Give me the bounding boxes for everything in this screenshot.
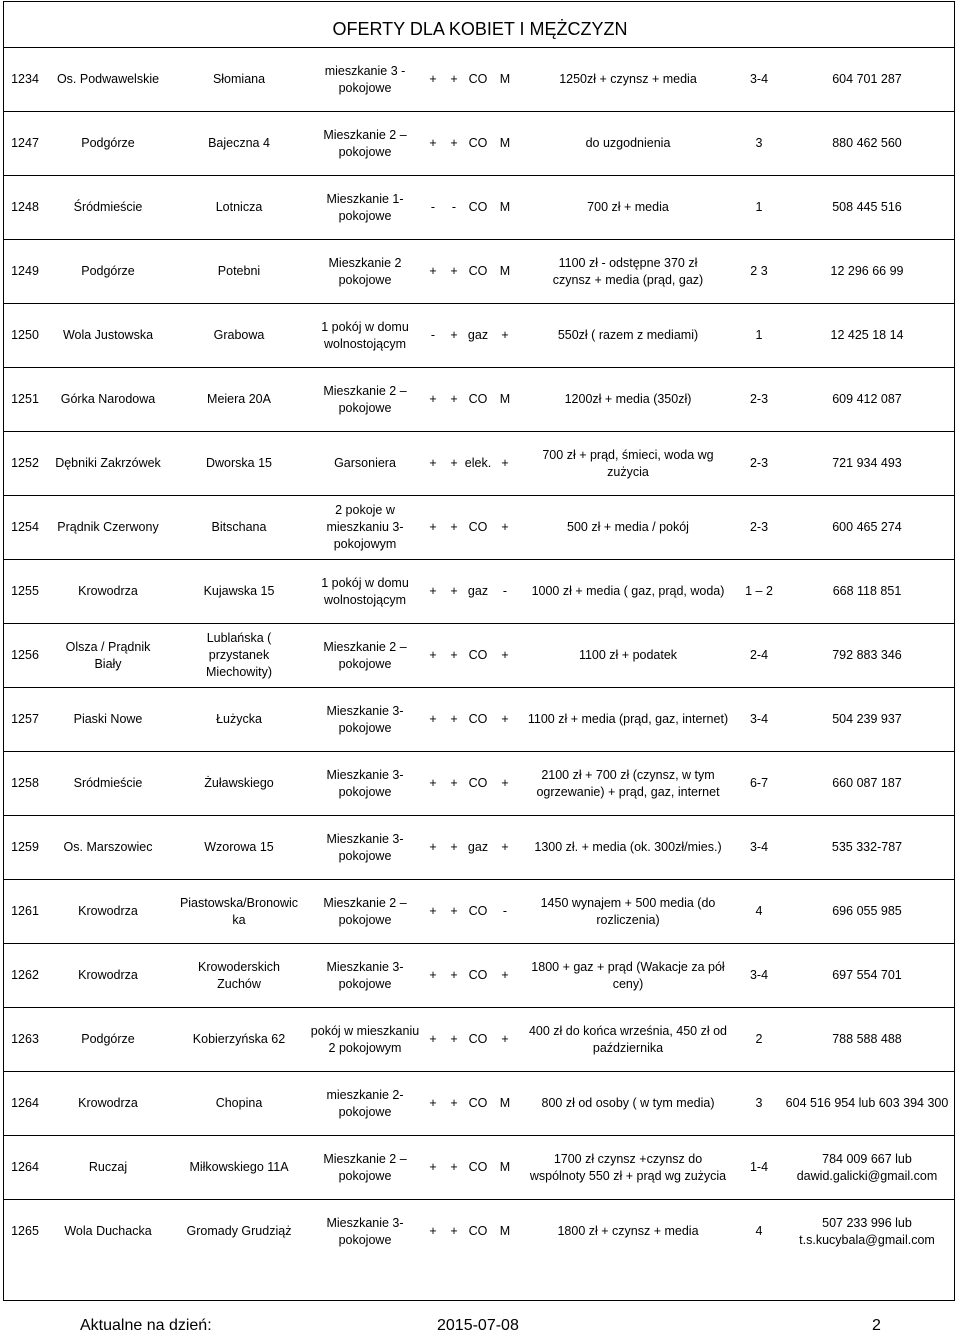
street-cell: Słomiana: [169, 48, 309, 112]
persons-cell: 2-3: [739, 432, 779, 496]
price-cell: 800 zł od osoby ( w tym media): [517, 1072, 739, 1136]
street-cell: Wzorowa 15: [169, 816, 309, 880]
flag-1-cell: +: [421, 880, 445, 944]
street-cell: Dworska 15: [169, 432, 309, 496]
price-cell: 700 zł + media: [517, 176, 739, 240]
contact-cell: 697 554 701: [779, 944, 955, 1008]
heating-cell: CO: [463, 1200, 493, 1264]
furnishing-cell: +: [493, 496, 517, 560]
price-cell: 2100 zł + 700 zł (czynsz, w tym ogrzewanie) + prąd, gaz, internet: [517, 752, 739, 816]
price-cell: 400 zł do końca września, 450 zł od października: [517, 1008, 739, 1072]
flag-1-cell: +: [421, 368, 445, 432]
apartment-type-cell: Mieszkanie 3- pokojowe: [309, 688, 421, 752]
street-cell: Gromady Grudziąż: [169, 1200, 309, 1264]
flag-2-cell: +: [445, 944, 463, 1008]
district-cell: Wola Duchacka: [47, 1200, 169, 1264]
flag-1-cell: +: [421, 944, 445, 1008]
flag-1-cell: +: [421, 752, 445, 816]
persons-cell: 4: [739, 1200, 779, 1264]
contact-cell: 600 465 274: [779, 496, 955, 560]
apartment-type-cell: 1 pokój w domu wolnostojącym: [309, 304, 421, 368]
persons-cell: 1 – 2: [739, 560, 779, 624]
district-cell: Podgórze: [47, 1008, 169, 1072]
district-cell: Piaski Nowe: [47, 688, 169, 752]
furnishing-cell: +: [493, 1008, 517, 1072]
price-cell: 1800 zł + czynsz + media: [517, 1200, 739, 1264]
flag-1-cell: -: [421, 176, 445, 240]
table-row: [3, 1008, 955, 1072]
table-row: [3, 240, 955, 304]
flag-2-cell: +: [445, 880, 463, 944]
persons-cell: 2-3: [739, 368, 779, 432]
price-cell: 1100 zł + podatek: [517, 624, 739, 688]
heating-cell: gaz: [463, 304, 493, 368]
table-row: [3, 752, 955, 816]
district-cell: Prądnik Czerwony: [47, 496, 169, 560]
heating-cell: CO: [463, 880, 493, 944]
furnishing-cell: M: [493, 176, 517, 240]
contact-cell: 784 009 667 lub dawid.galicki@gmail.com: [779, 1136, 955, 1200]
flag-1-cell: +: [421, 432, 445, 496]
heating-cell: CO: [463, 944, 493, 1008]
district-cell: Dębniki Zakrzówek: [47, 432, 169, 496]
flag-1-cell: +: [421, 240, 445, 304]
street-cell: Miłkowskiego 11A: [169, 1136, 309, 1200]
street-cell: Krowoderskich Zuchów: [169, 944, 309, 1008]
street-cell: Kujawska 15: [169, 560, 309, 624]
district-cell: Olsza / Prądnik Biały: [47, 624, 169, 688]
flag-2-cell: +: [445, 368, 463, 432]
furnishing-cell: +: [493, 816, 517, 880]
furnishing-cell: -: [493, 560, 517, 624]
price-cell: 1000 zł + media ( gaz, prąd, woda): [517, 560, 739, 624]
flag-2-cell: -: [445, 176, 463, 240]
apartment-type-cell: Mieszkanie 2 – pokojowe: [309, 880, 421, 944]
persons-cell: 4: [739, 880, 779, 944]
price-cell: 1300 zł. + media (ok. 300zł/mies.): [517, 816, 739, 880]
offers-table: [3, 47, 955, 1264]
table-row: [3, 112, 955, 176]
street-cell: Łużycka: [169, 688, 309, 752]
flag-2-cell: +: [445, 1072, 463, 1136]
heating-cell: CO: [463, 1008, 493, 1072]
price-cell: 1100 zł - odstępne 370 zł czynsz + media (prąd, gaz): [517, 240, 739, 304]
price-cell: 500 zł + media / pokój: [517, 496, 739, 560]
offer-id-cell: 1252: [3, 432, 47, 496]
contact-cell: 668 118 851: [779, 560, 955, 624]
flag-1-cell: +: [421, 1200, 445, 1264]
furnishing-cell: +: [493, 752, 517, 816]
contact-cell: 535 332-787: [779, 816, 955, 880]
page-title: OFERTY DLA KOBIET I MĘŻCZYZN: [332, 19, 628, 39]
heating-cell: gaz: [463, 560, 493, 624]
flag-1-cell: +: [421, 688, 445, 752]
table-row: [3, 688, 955, 752]
flag-2-cell: +: [445, 1200, 463, 1264]
apartment-type-cell: Mieszkanie 2 – pokojowe: [309, 1136, 421, 1200]
flag-1-cell: +: [421, 496, 445, 560]
persons-cell: 6-7: [739, 752, 779, 816]
price-cell: 1700 zł czynsz +czynsz do wspólnoty 550 zł + prąd wg zużycia: [517, 1136, 739, 1200]
contact-cell: 696 055 985: [779, 880, 955, 944]
furnishing-cell: -: [493, 880, 517, 944]
heating-cell: CO: [463, 48, 493, 112]
apartment-type-cell: Mieszkanie 2 pokojowe: [309, 240, 421, 304]
table-row: [3, 880, 955, 944]
heating-cell: CO: [463, 1136, 493, 1200]
flag-2-cell: +: [445, 432, 463, 496]
contact-cell: 604 516 954 lub 603 394 300: [779, 1072, 955, 1136]
flag-1-cell: +: [421, 1136, 445, 1200]
district-cell: Krowodrza: [47, 944, 169, 1008]
offer-id-cell: 1264: [3, 1136, 47, 1200]
district-cell: Górka Narodowa: [47, 368, 169, 432]
offer-id-cell: 1255: [3, 560, 47, 624]
price-cell: 1450 wynajem + 500 media (do rozliczenia): [517, 880, 739, 944]
flag-2-cell: +: [445, 1136, 463, 1200]
flag-2-cell: +: [445, 560, 463, 624]
contact-cell: 508 445 516: [779, 176, 955, 240]
apartment-type-cell: mieszkanie 2- pokojowe: [309, 1072, 421, 1136]
table-row: [3, 368, 955, 432]
flag-2-cell: +: [445, 688, 463, 752]
flag-1-cell: +: [421, 48, 445, 112]
footer-page-number: 2: [872, 1317, 881, 1334]
furnishing-cell: M: [493, 1136, 517, 1200]
district-cell: Wola Justowska: [47, 304, 169, 368]
contact-cell: 604 701 287: [779, 48, 955, 112]
heating-cell: elek.: [463, 432, 493, 496]
apartment-type-cell: Mieszkanie 3- pokojowe: [309, 944, 421, 1008]
offer-id-cell: 1248: [3, 176, 47, 240]
contact-cell: 788 588 488: [779, 1008, 955, 1072]
apartment-type-cell: Mieszkanie 2 – pokojowe: [309, 368, 421, 432]
offer-id-cell: 1265: [3, 1200, 47, 1264]
flag-2-cell: +: [445, 48, 463, 112]
flag-1-cell: +: [421, 112, 445, 176]
heating-cell: gaz: [463, 816, 493, 880]
table-row: [3, 624, 955, 688]
contact-cell: 507 233 996 lub t.s.kucybala@gmail.com: [779, 1200, 955, 1264]
apartment-type-cell: mieszkanie 3 - pokojowe: [309, 48, 421, 112]
furnishing-cell: M: [493, 48, 517, 112]
flag-1-cell: +: [421, 1008, 445, 1072]
price-cell: 1100 zł + media (prąd, gaz, internet): [517, 688, 739, 752]
street-cell: Grabowa: [169, 304, 309, 368]
district-cell: Os. Marszowiec: [47, 816, 169, 880]
furnishing-cell: +: [493, 688, 517, 752]
flag-2-cell: +: [445, 112, 463, 176]
district-cell: Ruczaj: [47, 1136, 169, 1200]
street-cell: Chopina: [169, 1072, 309, 1136]
price-cell: 1200zł + media (350zł): [517, 368, 739, 432]
heating-cell: CO: [463, 688, 493, 752]
price-cell: 700 zł + prąd, śmieci, woda wg zużycia: [517, 432, 739, 496]
persons-cell: 2 3: [739, 240, 779, 304]
contact-cell: 792 883 346: [779, 624, 955, 688]
persons-cell: 3-4: [739, 688, 779, 752]
contact-cell: 504 239 937: [779, 688, 955, 752]
heating-cell: CO: [463, 368, 493, 432]
furnishing-cell: +: [493, 944, 517, 1008]
apartment-type-cell: 2 pokoje w mieszkaniu 3- pokojowym: [309, 496, 421, 560]
persons-cell: 1: [739, 304, 779, 368]
flag-2-cell: +: [445, 816, 463, 880]
flag-2-cell: +: [445, 496, 463, 560]
district-cell: Podgórze: [47, 112, 169, 176]
flag-1-cell: +: [421, 816, 445, 880]
street-cell: Kobierzyńska 62: [169, 1008, 309, 1072]
persons-cell: 3: [739, 1072, 779, 1136]
street-cell: Lotnicza: [169, 176, 309, 240]
heating-cell: CO: [463, 176, 493, 240]
flag-2-cell: +: [445, 240, 463, 304]
offer-id-cell: 1254: [3, 496, 47, 560]
furnishing-cell: M: [493, 368, 517, 432]
apartment-type-cell: Garsoniera: [309, 432, 421, 496]
apartment-type-cell: Mieszkanie 2 – pokojowe: [309, 112, 421, 176]
street-cell: Bajeczna 4: [169, 112, 309, 176]
flag-2-cell: +: [445, 624, 463, 688]
apartment-type-cell: Mieszkanie 2 – pokojowe: [309, 624, 421, 688]
furnishing-cell: +: [493, 304, 517, 368]
apartment-type-cell: Mieszkanie 1- pokojowe: [309, 176, 421, 240]
contact-cell: 12 425 18 14: [779, 304, 955, 368]
offer-id-cell: 1259: [3, 816, 47, 880]
apartment-type-cell: Mieszkanie 3- pokojowe: [309, 1200, 421, 1264]
flag-1-cell: +: [421, 1072, 445, 1136]
flag-1-cell: +: [421, 560, 445, 624]
table-row: [3, 48, 955, 112]
footer-date: 2015-07-08: [437, 1317, 519, 1334]
persons-cell: 2-3: [739, 496, 779, 560]
persons-cell: 2-4: [739, 624, 779, 688]
district-cell: Os. Podwawelskie: [47, 48, 169, 112]
furnishing-cell: +: [493, 624, 517, 688]
apartment-type-cell: Mieszkanie 3- pokojowe: [309, 752, 421, 816]
flag-1-cell: +: [421, 624, 445, 688]
street-cell: Lublańska ( przystanek Miechowity): [169, 624, 309, 688]
furnishing-cell: +: [493, 432, 517, 496]
flag-2-cell: +: [445, 304, 463, 368]
offer-id-cell: 1247: [3, 112, 47, 176]
price-cell: 1250zł + czynsz + media: [517, 48, 739, 112]
contact-cell: 12 296 66 99: [779, 240, 955, 304]
furnishing-cell: M: [493, 1072, 517, 1136]
heating-cell: CO: [463, 624, 493, 688]
table-row: [3, 1072, 955, 1136]
footer-label: Aktualne na dzień:: [80, 1317, 212, 1334]
apartment-type-cell: pokój w mieszkaniu 2 pokojowym: [309, 1008, 421, 1072]
persons-cell: 3-4: [739, 48, 779, 112]
offer-id-cell: 1234: [3, 48, 47, 112]
table-row: [3, 1136, 955, 1200]
offer-id-cell: 1249: [3, 240, 47, 304]
district-cell: Śródmieście: [47, 176, 169, 240]
district-cell: Sródmieście: [47, 752, 169, 816]
offer-id-cell: 1262: [3, 944, 47, 1008]
district-cell: Krowodrza: [47, 560, 169, 624]
price-cell: 550zł ( razem z mediami): [517, 304, 739, 368]
table-row: [3, 560, 955, 624]
street-cell: Meiera 20A: [169, 368, 309, 432]
persons-cell: 3-4: [739, 944, 779, 1008]
offer-id-cell: 1250: [3, 304, 47, 368]
flag-2-cell: +: [445, 752, 463, 816]
heating-cell: CO: [463, 752, 493, 816]
heating-cell: CO: [463, 1072, 493, 1136]
persons-cell: 2: [739, 1008, 779, 1072]
apartment-type-cell: Mieszkanie 3- pokojowe: [309, 816, 421, 880]
district-cell: Krowodrza: [47, 880, 169, 944]
street-cell: Bitschana: [169, 496, 309, 560]
district-cell: Krowodrza: [47, 1072, 169, 1136]
table-row: [3, 432, 955, 496]
persons-cell: 1-4: [739, 1136, 779, 1200]
price-cell: do uzgodnienia: [517, 112, 739, 176]
offer-id-cell: 1263: [3, 1008, 47, 1072]
offer-id-cell: 1251: [3, 368, 47, 432]
flag-2-cell: +: [445, 1008, 463, 1072]
heating-cell: CO: [463, 240, 493, 304]
table-row: [3, 176, 955, 240]
persons-cell: 1: [739, 176, 779, 240]
table-row: [3, 944, 955, 1008]
district-cell: Podgórze: [47, 240, 169, 304]
table-row: [3, 816, 955, 880]
street-cell: Piastowska/Bronowic ka: [169, 880, 309, 944]
heating-cell: CO: [463, 496, 493, 560]
contact-cell: 660 087 187: [779, 752, 955, 816]
apartment-type-cell: 1 pokój w domu wolnostojącym: [309, 560, 421, 624]
contact-cell: 609 412 087: [779, 368, 955, 432]
street-cell: Żuławskiego: [169, 752, 309, 816]
contact-cell: 880 462 560: [779, 112, 955, 176]
offer-id-cell: 1261: [3, 880, 47, 944]
furnishing-cell: M: [493, 1200, 517, 1264]
offer-id-cell: 1258: [3, 752, 47, 816]
persons-cell: 3-4: [739, 816, 779, 880]
persons-cell: 3: [739, 112, 779, 176]
table-row: [3, 496, 955, 560]
heating-cell: CO: [463, 112, 493, 176]
contact-cell: 721 934 493: [779, 432, 955, 496]
table-row: [3, 1200, 955, 1264]
furnishing-cell: M: [493, 240, 517, 304]
price-cell: 1800 + gaz + prąd (Wakacje za pół ceny): [517, 944, 739, 1008]
street-cell: Potebni: [169, 240, 309, 304]
offer-id-cell: 1264: [3, 1072, 47, 1136]
offer-id-cell: 1257: [3, 688, 47, 752]
furnishing-cell: M: [493, 112, 517, 176]
table-row: [3, 304, 955, 368]
flag-1-cell: -: [421, 304, 445, 368]
offer-id-cell: 1256: [3, 624, 47, 688]
